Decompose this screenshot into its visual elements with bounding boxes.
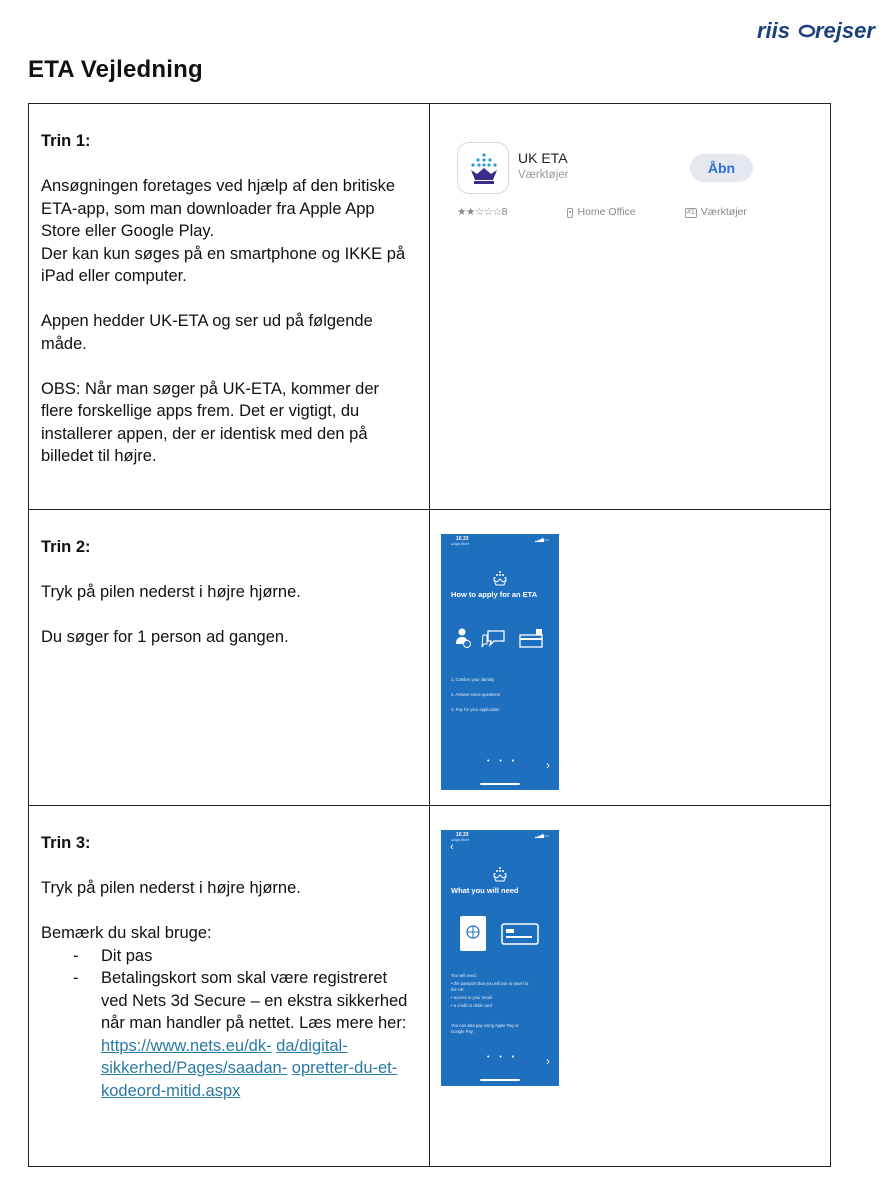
text-line: Der kan kun søges på en smartphone og IKKE på — [41, 244, 406, 263]
text-line: Dit pas — [101, 946, 153, 965]
step-1-image — [430, 104, 831, 510]
home-indicator — [480, 1079, 520, 1081]
developer-icon: ▪ — [569, 209, 572, 216]
rank-category: Værktøjer — [700, 206, 747, 218]
need-item: • the passport that you will use to travel to — [451, 981, 529, 986]
home-indicator — [480, 783, 520, 785]
nets-link[interactable]: da/digital-sikkerhed/Pages/saadan- — [101, 1036, 348, 1077]
paragraph — [41, 581, 417, 604]
paragraph — [41, 922, 417, 945]
rating — [457, 206, 507, 218]
passport-and-card-icon — [459, 914, 543, 954]
paragraph — [41, 877, 417, 900]
list-item — [73, 967, 417, 1102]
step-row-1 — [29, 104, 831, 510]
need-item: • a credit or debit card — [451, 1003, 492, 1008]
app-name: UK ETA — [518, 150, 568, 166]
signal-battery-icon: ▂▄▆ ▭ — [535, 537, 549, 542]
step-row-2 — [29, 510, 831, 806]
step-title: Trin 1: — [41, 132, 91, 150]
step-item: 1. Confirm your identity — [451, 677, 495, 682]
svg-text:riis: riis — [757, 18, 791, 43]
rating-stars: ★★☆☆☆ — [457, 206, 502, 218]
page-title: ETA Vejledning — [28, 56, 203, 83]
next-arrow-button[interactable]: › — [546, 758, 550, 772]
text-line: installerer appen, der er identisk med den på — [41, 424, 368, 443]
next-arrow-button[interactable]: › — [546, 1054, 550, 1068]
text-line: Tryk på pilen nederst i højre hjørne. — [41, 879, 301, 897]
step-3-text — [29, 806, 430, 1167]
step-1-text — [29, 104, 430, 510]
paragraph — [41, 310, 417, 355]
text-line: Du søger for 1 person ad gangen. — [41, 628, 289, 646]
text-line: OBS: Når man søger på UK-ETA, kommer der — [41, 379, 380, 398]
rank — [685, 206, 747, 218]
text-line: Bemærk du skal bruge: — [41, 924, 212, 942]
list-item — [73, 945, 417, 968]
crown-icon — [491, 570, 509, 586]
steps-table — [28, 103, 831, 1167]
text-line: Ansøgningen foretages ved hjælp af den britiske — [41, 177, 396, 195]
text-line: Betalingskort som skal være registreret — [101, 969, 388, 987]
status-time: 10.33 — [456, 832, 469, 838]
svg-text:rejser: rejser — [815, 18, 875, 43]
text-line: billedet til højre. — [41, 447, 157, 465]
status-time: 10.33 — [456, 536, 469, 542]
back-to-app-store: ◂ App Store — [451, 542, 470, 546]
text-line: ved Nets 3d Secure – en ekstra — [101, 991, 333, 1010]
page-dots: • • • — [487, 758, 519, 765]
page-dots: • • • — [487, 1054, 519, 1061]
text-line: iPad eller computer. — [41, 267, 187, 285]
need-item: You will need: — [451, 973, 477, 978]
screen-heading: What you will need — [451, 886, 519, 895]
step-2-image — [430, 510, 831, 806]
text-line: måde. — [41, 334, 87, 353]
identity-questions-payment-icon — [454, 627, 546, 651]
text-line: ETA-app, som man downloader fra Apple App — [41, 199, 375, 218]
step-title: Trin 3: — [41, 834, 91, 852]
app-category: Værktøjer — [518, 169, 569, 181]
crown-icon — [491, 866, 509, 882]
rank-badge: #1 — [687, 209, 695, 216]
nets-link[interactable]: https://www.nets.eu/dk- — [101, 1036, 272, 1055]
signal-battery-icon: ▂▄▆ ▭ — [535, 833, 549, 838]
need-item: Google Pay. — [451, 1029, 474, 1034]
requirements-list — [73, 945, 417, 1103]
text-line: flere forskellige apps frem. Det er vigtigt, du — [41, 402, 360, 420]
paragraph — [41, 626, 417, 649]
back-to-app-store: ◂ App Store — [451, 838, 470, 842]
paragraph — [41, 378, 417, 468]
text-line: sikkerhed når man handler på nettet. — [101, 991, 408, 1032]
developer — [567, 206, 636, 218]
riis-rejser-logo — [757, 14, 881, 48]
text-line: Tryk på pilen nederst i højre hjørne. — [41, 583, 301, 601]
step-item: 3. Pay for your application — [451, 707, 500, 712]
app-store-listing — [457, 138, 787, 228]
phone-screenshot-how-to-apply — [441, 534, 559, 790]
uk-eta-app-icon[interactable] — [457, 142, 509, 194]
need-item: the UK — [451, 987, 464, 992]
text-line: Appen hedder UK-ETA og ser ud på følgende — [41, 312, 373, 330]
nets-link[interactable]: opretter-du-et-kodeord-mitid.aspx — [101, 1059, 398, 1100]
need-item: • access to your email — [451, 995, 492, 1000]
back-chevron-icon[interactable]: ‹ — [450, 841, 454, 853]
step-3-image — [430, 806, 831, 1167]
text-line: Store eller Google Play. — [41, 222, 215, 240]
step-item: 2. Answer some questions — [451, 692, 500, 697]
rating-count: 8 — [501, 206, 508, 218]
phone-screenshot-what-you-need — [441, 830, 559, 1086]
read-more-label: Læs mere her: — [299, 1014, 407, 1032]
step-title: Trin 2: — [41, 538, 91, 556]
paragraph — [41, 175, 417, 288]
crown-icon — [458, 143, 510, 195]
open-app-button[interactable]: Åbn — [690, 154, 753, 182]
screen-heading: How to apply for an ETA — [451, 590, 538, 599]
step-2-text — [29, 510, 430, 806]
need-item: You can also pay using Apple Pay or — [451, 1023, 519, 1028]
developer-name: Home Office — [577, 206, 636, 218]
step-row-3 — [29, 806, 831, 1167]
